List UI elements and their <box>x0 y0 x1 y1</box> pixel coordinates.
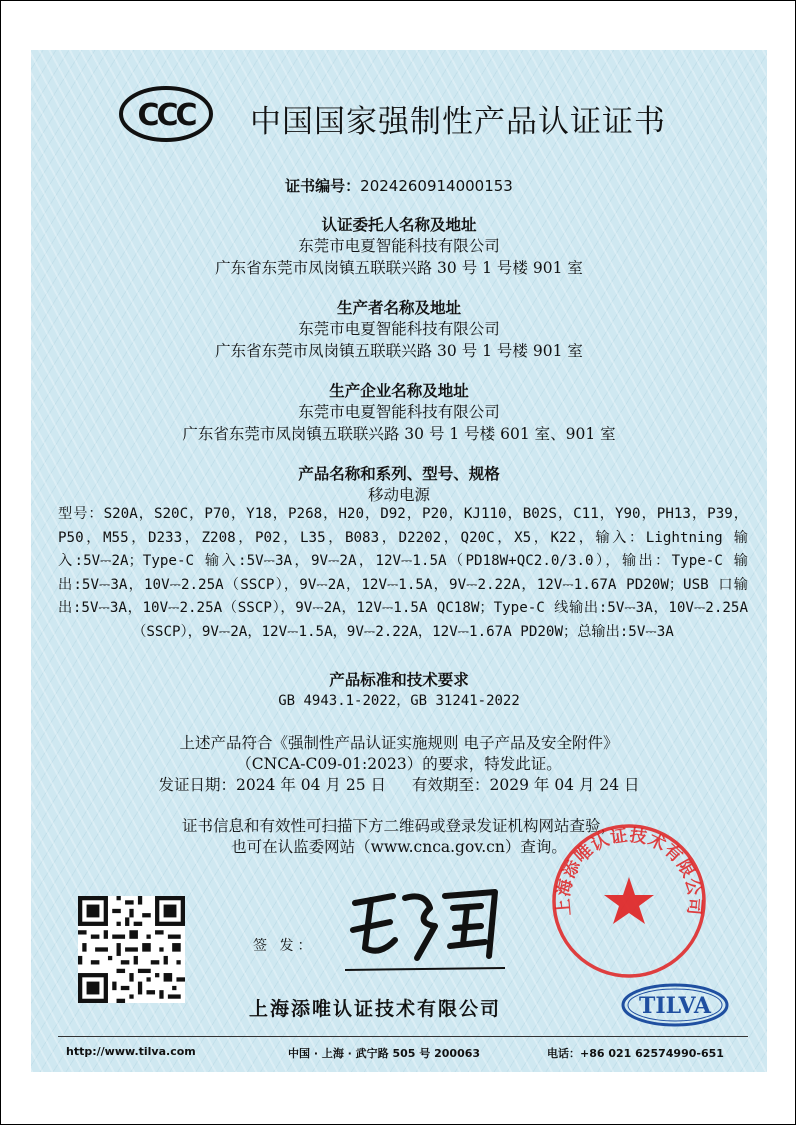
certificate-number <box>31 175 767 196</box>
valid-until-date: 2029 年 04 月 24 日 <box>489 776 640 794</box>
standards-heading: 产品标准和技术要求 <box>329 671 469 689</box>
valid-until-label: 有效期至： <box>412 776 490 794</box>
signature-label: 签 发： <box>253 938 316 954</box>
footer-website[interactable]: http://www.tilva.com <box>66 1045 196 1058</box>
svg-text:TILVA: TILVA <box>639 993 711 1019</box>
product-name: 移动电源 <box>367 486 430 504</box>
issue-date-label: 发证日期： <box>158 776 236 794</box>
applicant-name: 东莞市电夏智能科技有限公司 <box>298 237 500 255</box>
footer-address: 中国 · 上海 · 武宁路 505 号 200063 <box>288 1047 481 1060</box>
ccc-logo <box>118 85 214 143</box>
issue-date: 2024 年 04 月 25 日 <box>235 776 386 794</box>
standards-value: GB 4943.1-2022，GB 31241-2022 <box>278 693 520 709</box>
certificate-number-label: 证书编号： <box>285 177 361 195</box>
factory-heading: 生产企业名称及地址 <box>329 382 469 400</box>
footer-phone: 电话：+86 021 62574990-651 <box>547 1047 724 1060</box>
svg-text:CCC: CCC <box>137 98 195 133</box>
certificate-title: 中国国家强制性产品认证证书 <box>250 104 666 140</box>
svg-text:上海添唯认证技术有限公司: 上海添唯认证技术有限公司 <box>553 825 705 917</box>
footer-divider <box>58 1036 748 1037</box>
validity-line <box>31 775 767 795</box>
issuer-name: 上海添唯认证技术有限公司 <box>249 998 502 1020</box>
signature-image <box>335 878 515 978</box>
manufacturer-address: 广东省东莞市凤岗镇五联联兴路 30 号 1 号楼 901 室 <box>215 342 583 360</box>
manufacturer-name: 东莞市电夏智能科技有限公司 <box>298 320 500 338</box>
factory-name: 东莞市电夏智能科技有限公司 <box>298 403 500 421</box>
qr-code[interactable] <box>78 896 185 1003</box>
conformity-line-2: （CNCA-C09-01:2023）的要求，特发此证。 <box>236 755 562 773</box>
certificate-number-value: 2024260914000153 <box>360 177 513 195</box>
applicant-address: 广东省东莞市凤岗镇五联联兴路 30 号 1 号楼 901 室 <box>215 259 583 277</box>
product-models: 型号：S20A，S20C，P70，Y18，P268，H20，D92，P20，KJ110，B02S，C11，Y90，PH13，P39，P50，M55，D233，Z208，P02，L35，B083，D2202，Q20C，X5，K22，输入：Lightning 输入:5V⎓2A；Type-C 输入:5V⎓3A，9V⎓2A，12V⎓1.5A（PD18W+QC2.0/3.0），输出：Type-C 输出:5V⎓3A，10V⎓2.25A（SSCP），9V⎓2A，12V⎓1.5A，9V⎓2.22A，12V⎓1.67A PD20W；USB 口输出:5V⎓3A，10V⎓2.25A（SSCP），9V⎓2A，12V⎓1.5A QC18W；Type-C 线输出:5V⎓3A，10V⎓2.25A（SSCP），9V⎓2A，12V⎓1.5A，9V⎓2.22A，12V⎓1.67A PD20W；总输出:5V⎓3A <box>58 506 748 640</box>
manufacturer-heading: 生产者名称及地址 <box>336 299 461 317</box>
factory-address: 广东省东莞市凤岗镇五联联兴路 30 号 1 号楼 601 室、901 室 <box>182 425 616 443</box>
verify-line-2: 也可在认监委网站（www.cnca.gov.cn）查询。 <box>231 838 567 856</box>
conformity-line-1: 上述产品符合《强制性产品认证实施规则 电子产品及安全附件》 <box>179 734 619 752</box>
product-heading: 产品名称和系列、型号、规格 <box>298 465 500 483</box>
red-seal <box>548 820 710 982</box>
tilva-logo <box>620 982 730 1028</box>
verify-line-1: 证书信息和有效性可扫描下方二维码或登录发证机构网站查验， <box>181 817 616 835</box>
applicant-heading: 认证委托人名称及地址 <box>321 216 477 234</box>
